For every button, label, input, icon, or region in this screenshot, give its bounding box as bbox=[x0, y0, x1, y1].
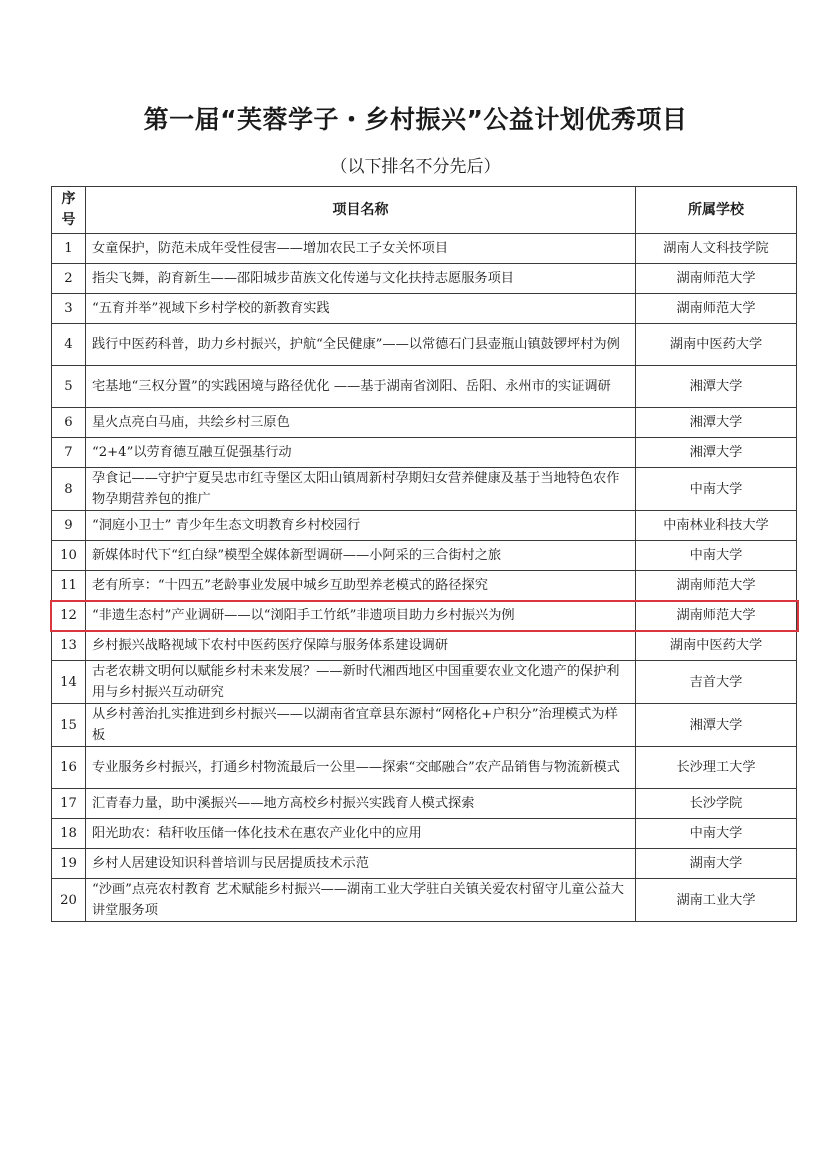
row-seq: 5 bbox=[52, 366, 86, 408]
row-school: 湖南师范大学 bbox=[636, 601, 797, 631]
row-school: 湖南师范大学 bbox=[636, 571, 797, 601]
document-title: 第一届“芙蓉学子・乡村振兴”公益计划优秀项目 bbox=[143, 105, 688, 134]
table-row bbox=[52, 468, 797, 511]
row-school: 湖南工业大学 bbox=[636, 879, 797, 922]
row-project-name: 汇青春力量，助中溪振兴——地方高校乡村振兴实践育人模式探索 bbox=[86, 789, 636, 819]
table-row bbox=[52, 879, 797, 922]
row-seq: 7 bbox=[52, 438, 86, 468]
row-project-name: 专业服务乡村振兴，打通乡村物流最后一公里——探索“交邮融合”农产品销售与物流新模式 bbox=[86, 747, 636, 789]
table-row bbox=[52, 704, 797, 747]
row-seq: 18 bbox=[52, 819, 86, 849]
row-seq: 17 bbox=[52, 789, 86, 819]
header-seq: 序号 bbox=[52, 187, 86, 234]
row-project-name: “五育并举”视域下乡村学校的新教育实践 bbox=[86, 294, 636, 324]
row-project-name: 乡村振兴战略视域下农村中医药医疗保障与服务体系建设调研 bbox=[86, 631, 636, 661]
table-row bbox=[52, 747, 797, 789]
table-body bbox=[52, 234, 797, 922]
row-seq: 16 bbox=[52, 747, 86, 789]
row-project-name: “2+4”以劳育德互融互促强基行动 bbox=[86, 438, 636, 468]
table-row bbox=[52, 438, 797, 468]
row-project-name: “非遗生态村”产业调研——以“浏阳手工竹纸”非遗项目助力乡村振兴为例 bbox=[86, 601, 636, 631]
table-row bbox=[52, 849, 797, 879]
row-school: 湖南师范大学 bbox=[636, 264, 797, 294]
table-row bbox=[52, 819, 797, 849]
row-project-name: 从乡村善治扎实推进到乡村振兴——以湖南省宜章县东源村“网格化+户积分”治理模式为样板 bbox=[86, 704, 636, 747]
row-seq: 9 bbox=[52, 511, 86, 541]
row-school: 湘潭大学 bbox=[636, 438, 797, 468]
row-school: 中南林业科技大学 bbox=[636, 511, 797, 541]
row-seq: 10 bbox=[52, 541, 86, 571]
row-seq: 4 bbox=[52, 324, 86, 366]
row-project-name: 宅基地“三权分置”的实践困境与路径优化 ——基于湖南省浏阳、岳阳、永州市的实证调研 bbox=[86, 366, 636, 408]
row-seq: 12 bbox=[52, 601, 86, 631]
table-row bbox=[52, 294, 797, 324]
row-project-name: 孕食记——守护宁夏吴忠市红寺堡区太阳山镇周新村孕期妇女营养健康及基于当地特色农作物孕期营养包的推广 bbox=[86, 468, 636, 511]
row-school: 中南大学 bbox=[636, 541, 797, 571]
row-project-name: 践行中医药科普，助力乡村振兴，护航“全民健康”——以常德石门县壶瓶山镇鼓锣坪村为例 bbox=[86, 324, 636, 366]
header-school: 所属学校 bbox=[636, 187, 797, 234]
row-seq: 15 bbox=[52, 704, 86, 747]
row-seq: 8 bbox=[52, 468, 86, 511]
row-seq: 13 bbox=[52, 631, 86, 661]
row-project-name: 老有所享：“十四五”老龄事业发展中城乡互助型养老模式的路径探究 bbox=[86, 571, 636, 601]
row-school: 湖南中医药大学 bbox=[636, 631, 797, 661]
row-project-name: 古老农耕文明何以赋能乡村未来发展？——新时代湘西地区中国重要农业文化遗产的保护利用与乡村振兴互动研究 bbox=[86, 661, 636, 704]
table-row bbox=[52, 661, 797, 704]
row-project-name: “沙画”点亮农村教育 艺术赋能乡村振兴——湖南工业大学驻白关镇关爱农村留守儿童公益大讲堂服务项 bbox=[86, 879, 636, 922]
row-school: 湖南人文科技学院 bbox=[636, 234, 797, 264]
row-school: 长沙学院 bbox=[636, 789, 797, 819]
table-header-row bbox=[52, 187, 797, 234]
row-seq: 3 bbox=[52, 294, 86, 324]
row-school: 长沙理工大学 bbox=[636, 747, 797, 789]
table-row bbox=[52, 541, 797, 571]
row-seq: 6 bbox=[52, 408, 86, 438]
row-seq: 14 bbox=[52, 661, 86, 704]
row-project-name: 阳光助农：秸秆收压储一体化技术在惠农产业化中的应用 bbox=[86, 819, 636, 849]
row-seq: 11 bbox=[52, 571, 86, 601]
table-row bbox=[52, 234, 797, 264]
table-row bbox=[52, 571, 797, 601]
document-subtitle: （以下排名不分先后） bbox=[330, 157, 501, 177]
header-name: 项目名称 bbox=[86, 187, 636, 234]
row-school: 湘潭大学 bbox=[636, 366, 797, 408]
row-school: 湖南师范大学 bbox=[636, 294, 797, 324]
row-school: 湖南大学 bbox=[636, 849, 797, 879]
table-row bbox=[52, 631, 797, 661]
row-school: 中南大学 bbox=[636, 468, 797, 511]
row-school: 湖南中医药大学 bbox=[636, 324, 797, 366]
row-seq: 19 bbox=[52, 849, 86, 879]
row-school: 湘潭大学 bbox=[636, 704, 797, 747]
table-row bbox=[52, 366, 797, 408]
table-row bbox=[52, 511, 797, 541]
row-project-name: 乡村人居建设知识科普培训与民居提质技术示范 bbox=[86, 849, 636, 879]
row-project-name: 新媒体时代下“红白绿”模型全媒体新型调研——小阿采的三合街村之旅 bbox=[86, 541, 636, 571]
table-row bbox=[52, 324, 797, 366]
row-project-name: 指尖飞舞，韵育新生——邵阳城步苗族文化传递与文化扶持志愿服务项目 bbox=[86, 264, 636, 294]
row-school: 湘潭大学 bbox=[636, 408, 797, 438]
row-project-name: 女童保护，防范未成年受性侵害——增加农民工子女关怀项目 bbox=[86, 234, 636, 264]
row-school: 吉首大学 bbox=[636, 661, 797, 704]
table-row bbox=[52, 408, 797, 438]
row-seq: 1 bbox=[52, 234, 86, 264]
project-table bbox=[51, 186, 797, 922]
table-row bbox=[52, 264, 797, 294]
row-school: 中南大学 bbox=[636, 819, 797, 849]
row-seq: 20 bbox=[52, 879, 86, 922]
row-project-name: “洞庭小卫士” 青少年生态文明教育乡村校园行 bbox=[86, 511, 636, 541]
table-row bbox=[52, 601, 797, 631]
table-row bbox=[52, 789, 797, 819]
row-seq: 2 bbox=[52, 264, 86, 294]
row-project-name: 星火点亮白马庙，共绘乡村三原色 bbox=[86, 408, 636, 438]
